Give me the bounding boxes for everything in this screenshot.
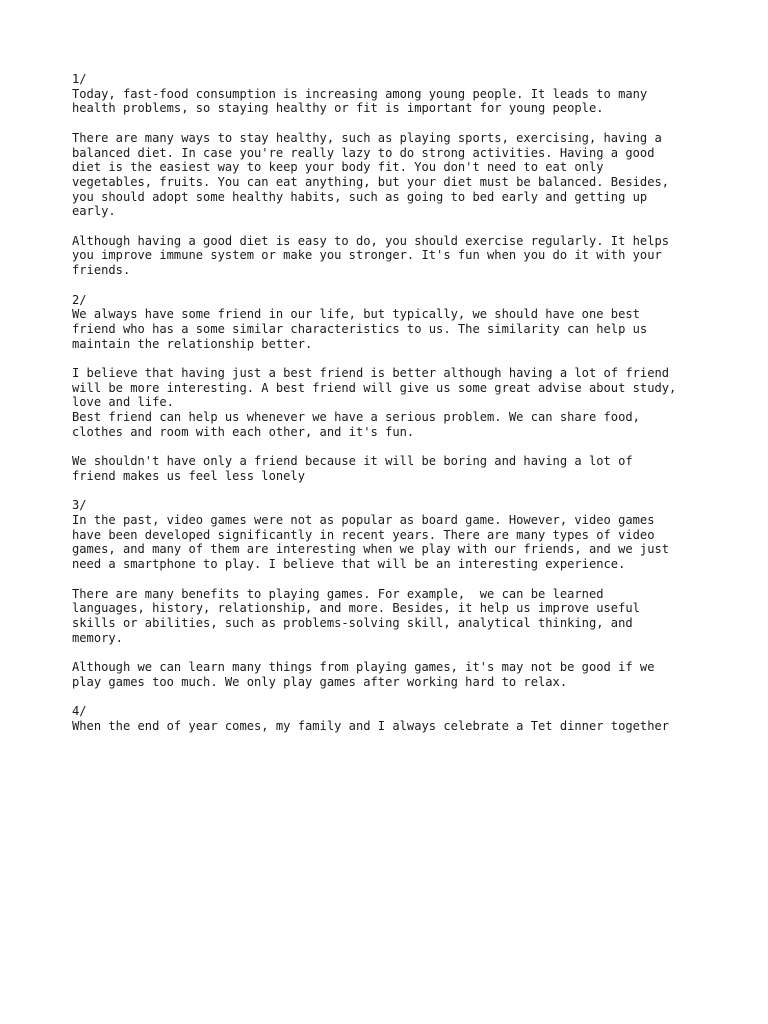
text-line: memory.	[72, 630, 123, 645]
text-line: maintain the relationship better.	[72, 336, 313, 351]
section-number: 4/	[72, 704, 87, 719]
section-number: 2/	[72, 292, 87, 307]
paragraph	[72, 307, 712, 351]
section-4	[72, 704, 712, 733]
text-line: friend who has a some similar characteristics to us. The similarity can help us	[72, 321, 648, 336]
section-number: 3/	[72, 498, 87, 513]
section-3	[72, 498, 712, 689]
section-2	[72, 293, 712, 484]
paragraph	[72, 454, 712, 483]
text-line: languages, history, relationship, and more. Besides, it help us improve useful	[72, 601, 640, 616]
paragraph	[72, 366, 712, 440]
paragraph	[72, 660, 712, 689]
text-line: friends.	[72, 263, 131, 278]
text-line: Today, fast-food consumption is increasing among young people. It leads to many	[72, 86, 648, 101]
paragraph	[72, 587, 712, 646]
document-body	[72, 72, 712, 748]
text-line: When the end of year comes, my family and I always celebrate a Tet dinner together	[72, 718, 670, 733]
paragraph	[72, 234, 712, 278]
paragraph	[72, 719, 712, 734]
text-line: play games too much. We only play games after working hard to relax.	[72, 674, 568, 689]
text-line: diet is the easiest way to keep your body fit. You don't need to eat only	[72, 160, 604, 175]
text-line: love and life.	[72, 395, 174, 410]
text-line: We always have some friend in our life, but typically, we should have one best	[72, 307, 640, 322]
text-line: There are many ways to stay healthy, such as playing sports, exercising, having a	[72, 130, 662, 145]
text-line: Although having a good diet is easy to do, you should exercise regularly. It helps	[72, 233, 670, 248]
text-line: vegetables, fruits. You can eat anything, but your diet must be balanced. Besides,	[72, 174, 670, 189]
text-line: you improve immune system or make you stronger. It's fun when you do it with your	[72, 248, 662, 263]
text-line: We shouldn't have only a friend because it will be boring and having a lot of	[72, 454, 633, 469]
text-line: I believe that having just a best friend is better although having a lot of friend	[72, 366, 670, 380]
text-line: games, and many of them are interesting when we play with our friends, and we just	[72, 542, 670, 557]
paragraph	[72, 131, 712, 219]
section-number: 1/	[72, 72, 87, 86]
text-line: clothes and room with each other, and it's fun.	[72, 424, 415, 439]
text-line: There are many benefits to playing games. For example, we can be learned	[72, 586, 604, 601]
text-line: skills or abilities, such as problems-solving skill, analytical thinking, and	[72, 615, 633, 630]
text-line: have been developed significantly in recent years. There are many types of video	[72, 527, 655, 542]
text-line: Best friend can help us whenever we have a serious problem. We can share food,	[72, 410, 640, 425]
text-line: will be more interesting. A best friend will give us some great advise about study,	[72, 380, 677, 395]
text-line: balanced diet. In case you're really lazy to do strong activities. Having a good	[72, 145, 655, 160]
text-line: need a smartphone to play. I believe that will be an interesting experience.	[72, 557, 626, 572]
text-line: early.	[72, 204, 116, 219]
text-line: Although we can learn many things from playing games, it's may not be good if we	[72, 660, 655, 674]
text-line: you should adopt some healthy habits, such as going to bed early and getting up	[72, 189, 648, 204]
text-line: health problems, so staying healthy or fit is important for young people.	[72, 101, 604, 116]
paragraph	[72, 87, 712, 116]
paragraph	[72, 513, 712, 572]
section-1	[72, 72, 712, 278]
text-line: In the past, video games were not as popular as board game. However, video games	[72, 513, 655, 527]
text-line: friend makes us feel less lonely	[72, 468, 305, 483]
